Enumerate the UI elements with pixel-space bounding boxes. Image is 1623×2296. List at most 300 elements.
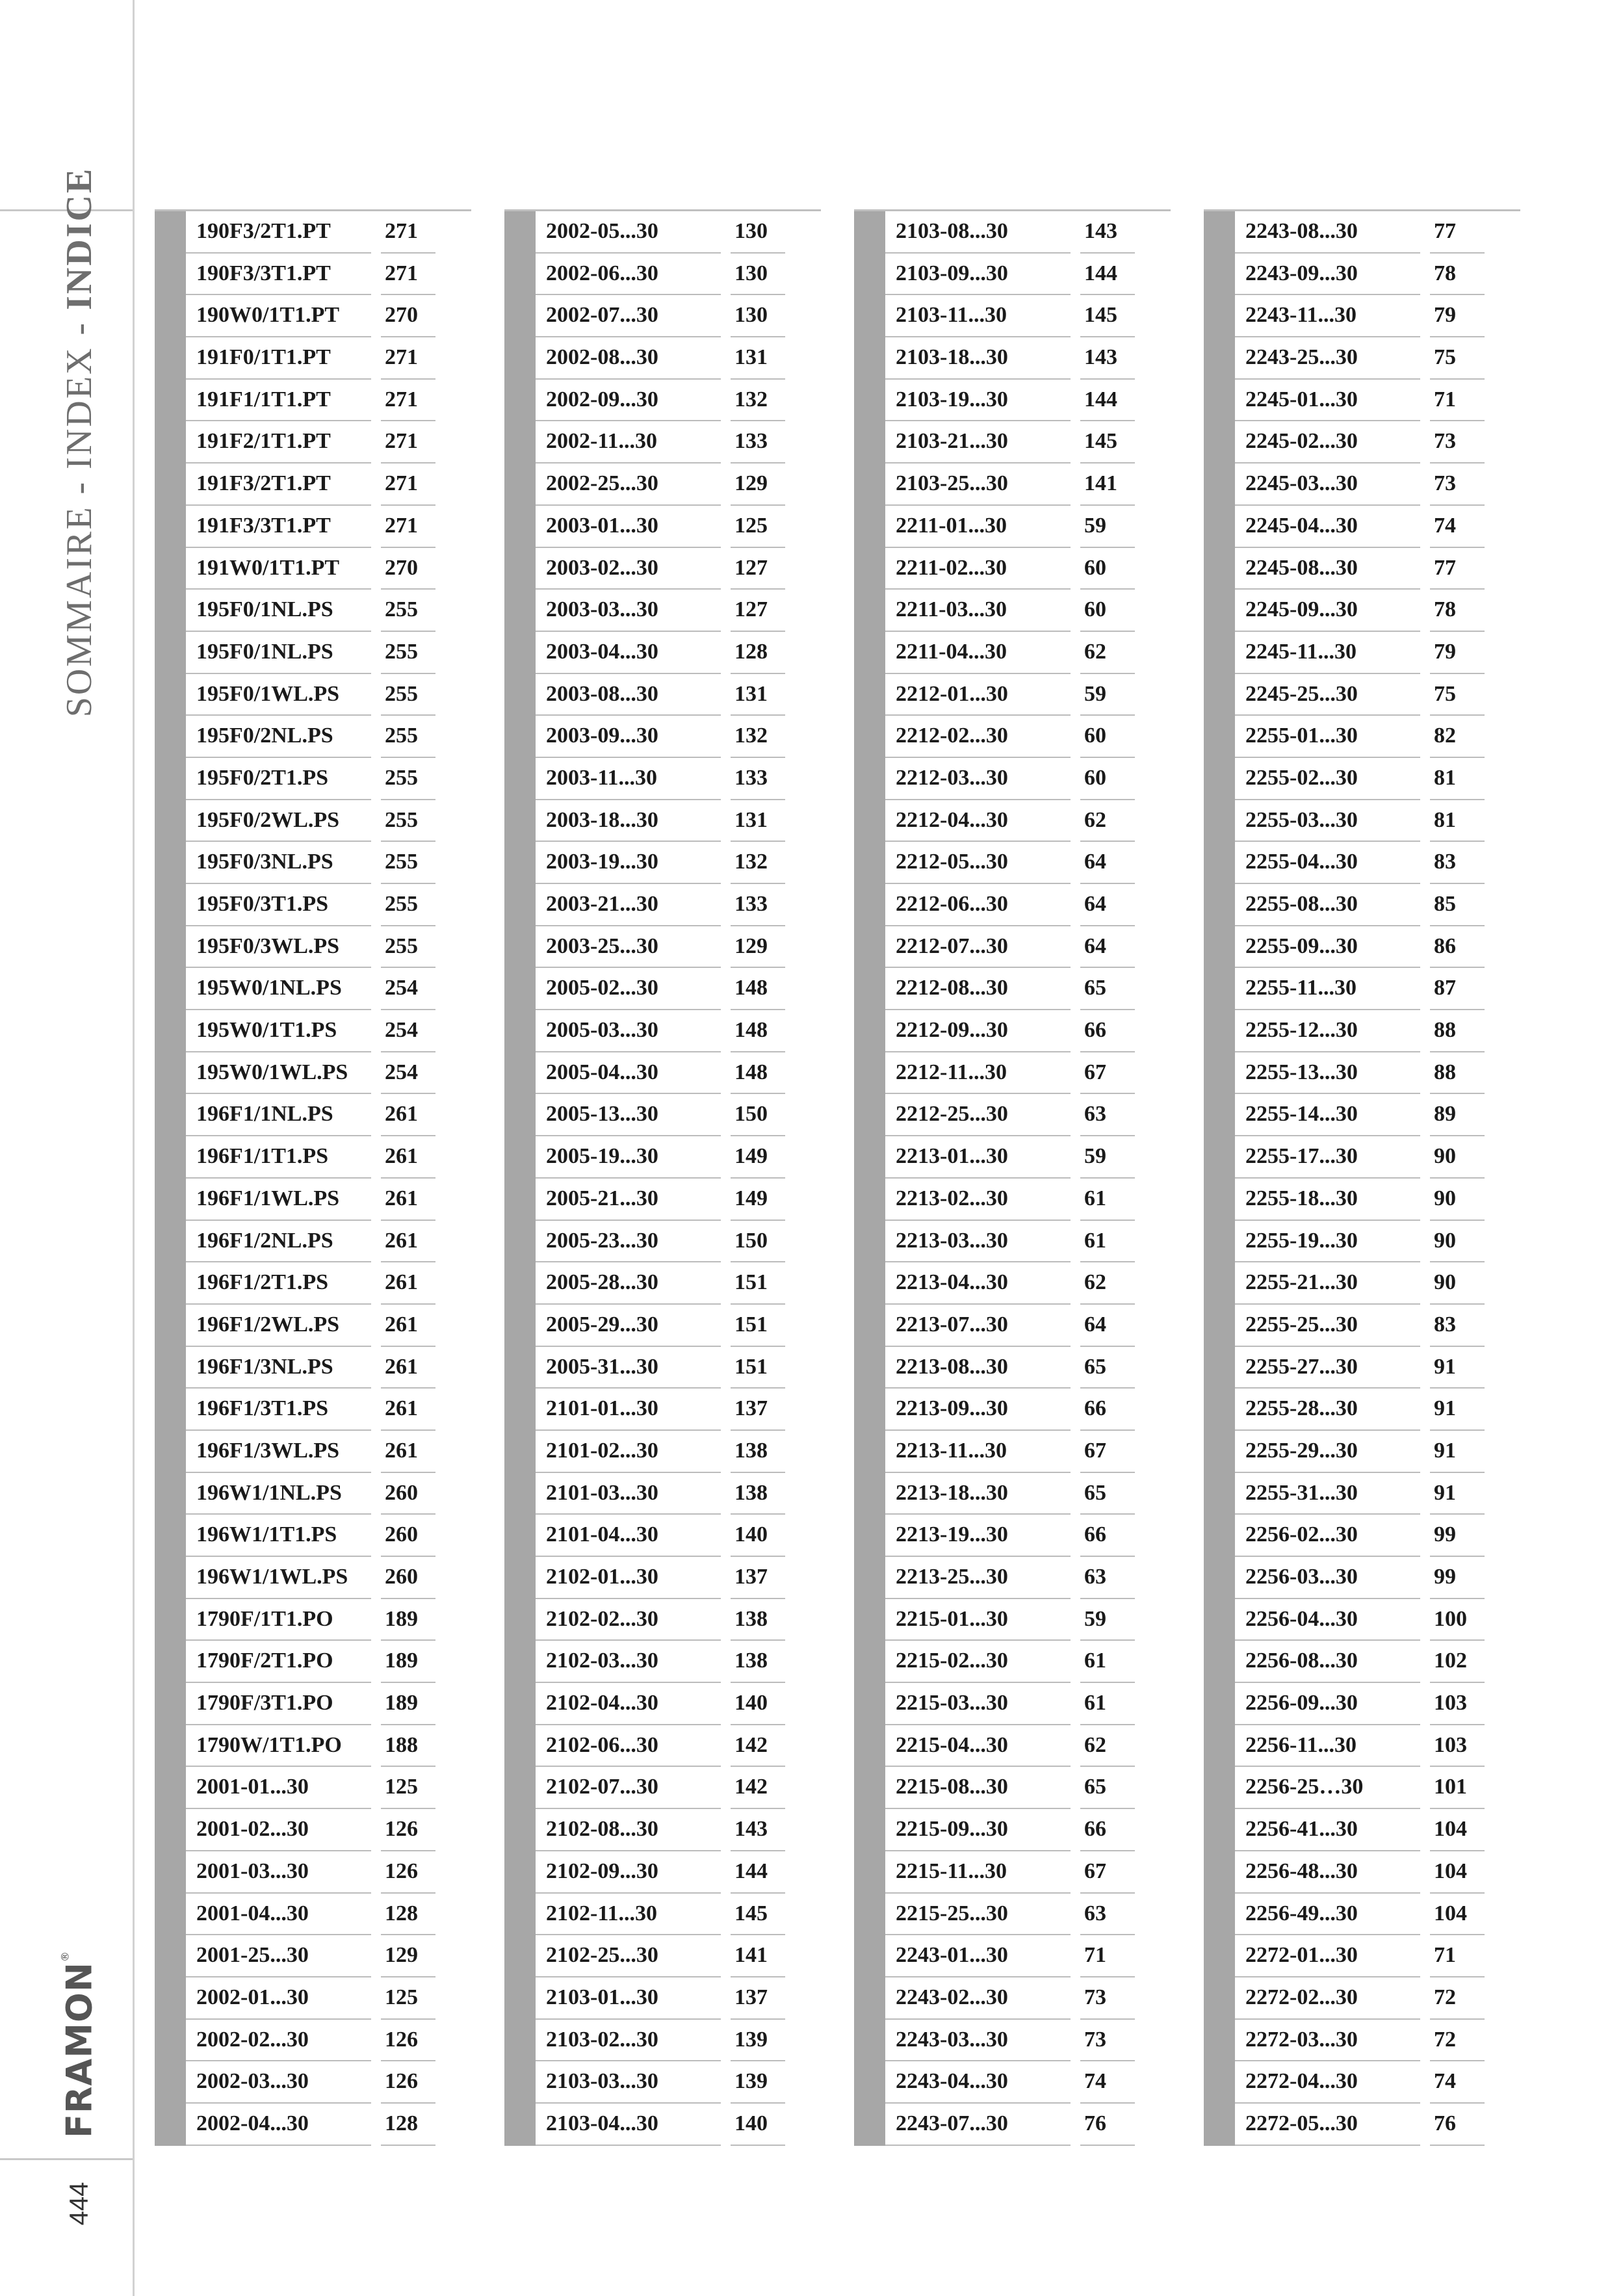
page-reference: 271 <box>381 337 435 380</box>
index-row <box>1204 421 1520 463</box>
index-row <box>854 254 1171 296</box>
row-gap <box>1071 506 1080 548</box>
row-gap <box>371 1221 381 1263</box>
row-marker-bar <box>1204 1010 1235 1052</box>
product-reference: 2243-09...30 <box>1235 254 1420 296</box>
row-marker-bar <box>1204 295 1235 337</box>
row-marker-bar <box>854 1347 885 1389</box>
row-gap <box>1420 1894 1430 1936</box>
row-gap <box>1420 884 1430 926</box>
page-reference: 145 <box>731 1894 785 1936</box>
row-gap <box>371 421 381 463</box>
row-marker-bar <box>155 254 186 296</box>
row-marker-bar <box>155 1221 186 1263</box>
row-gap <box>1071 800 1080 842</box>
row-marker-bar <box>1204 1094 1235 1136</box>
page-reference: 78 <box>1430 254 1485 296</box>
row-gap <box>721 506 731 548</box>
page-reference: 138 <box>731 1641 785 1683</box>
page-reference: 189 <box>381 1683 435 1725</box>
row-marker-bar <box>504 758 536 800</box>
index-row <box>155 1851 471 1894</box>
page-reference: 60 <box>1080 548 1135 590</box>
index-row <box>155 2104 471 2146</box>
row-gap <box>371 1515 381 1557</box>
row-gap <box>371 1389 381 1431</box>
page-reference: 139 <box>731 2020 785 2062</box>
page-reference: 60 <box>1080 758 1135 800</box>
row-gap <box>1420 463 1430 506</box>
page-reference: 144 <box>731 1851 785 1894</box>
index-row <box>155 1935 471 1977</box>
row-gap <box>721 1599 731 1641</box>
row-marker-bar <box>854 842 885 884</box>
product-reference: 190W0/1T1.PT <box>186 295 371 337</box>
row-marker-bar <box>1204 1262 1235 1305</box>
index-row <box>155 2020 471 2062</box>
index-row <box>854 1894 1171 1936</box>
product-reference: 2212-08...30 <box>885 968 1071 1010</box>
product-reference: 2003-11...30 <box>536 758 721 800</box>
index-row <box>155 295 471 337</box>
index-row <box>155 211 471 254</box>
page-reference: 255 <box>381 632 435 674</box>
index-row <box>504 590 821 632</box>
row-marker-bar <box>504 1052 536 1095</box>
product-reference: 2272-02...30 <box>1235 1977 1420 2020</box>
product-reference: 196F1/1NL.PS <box>186 1094 371 1136</box>
row-gap <box>721 1179 731 1221</box>
page-reference: 261 <box>381 1094 435 1136</box>
product-reference: 2212-03...30 <box>885 758 1071 800</box>
row-marker-bar <box>1204 211 1235 254</box>
index-row <box>1204 1305 1520 1347</box>
index-row <box>504 1052 821 1095</box>
row-gap <box>1071 1557 1080 1599</box>
row-marker-bar <box>504 211 536 254</box>
index-row <box>854 926 1171 969</box>
row-gap <box>371 590 381 632</box>
product-reference: 191F3/3T1.PT <box>186 506 371 548</box>
index-row <box>155 674 471 716</box>
product-reference: 2243-25...30 <box>1235 337 1420 380</box>
page-reference: 74 <box>1080 2061 1135 2104</box>
row-gap <box>1420 1221 1430 1263</box>
page-reference: 140 <box>731 1515 785 1557</box>
row-marker-bar <box>854 2061 885 2104</box>
product-reference: 1790W/1T1.PO <box>186 1725 371 1768</box>
row-marker-bar <box>1204 1515 1235 1557</box>
page-reference: 270 <box>381 295 435 337</box>
row-gap <box>1071 884 1080 926</box>
index-row <box>854 1809 1171 1851</box>
product-reference: 2245-09...30 <box>1235 590 1420 632</box>
page-reference: 271 <box>381 421 435 463</box>
page-reference: 151 <box>731 1347 785 1389</box>
product-reference: 2256-03...30 <box>1235 1557 1420 1599</box>
row-gap <box>371 884 381 926</box>
row-marker-bar <box>1204 674 1235 716</box>
row-gap <box>371 1725 381 1768</box>
row-marker-bar <box>1204 842 1235 884</box>
row-gap <box>1071 968 1080 1010</box>
row-marker-bar <box>854 295 885 337</box>
product-reference: 2255-19...30 <box>1235 1221 1420 1263</box>
page-reference: 87 <box>1430 968 1485 1010</box>
page-reference: 261 <box>381 1136 435 1179</box>
row-gap <box>1420 548 1430 590</box>
row-marker-bar <box>504 632 536 674</box>
product-reference: 2245-02...30 <box>1235 421 1420 463</box>
index-row <box>1204 1094 1520 1136</box>
brand-name: FRAMON <box>58 1961 100 2139</box>
product-reference: 2103-18...30 <box>885 337 1071 380</box>
page-reference: 128 <box>381 1894 435 1936</box>
row-gap <box>1071 1515 1080 1557</box>
index-row <box>1204 1052 1520 1095</box>
index-row <box>854 1515 1171 1557</box>
product-reference: 2102-07...30 <box>536 1767 721 1809</box>
product-reference: 2212-07...30 <box>885 926 1071 969</box>
row-marker-bar <box>155 1725 186 1768</box>
row-marker-bar <box>1204 1599 1235 1641</box>
row-marker-bar <box>504 1221 536 1263</box>
row-gap <box>721 380 731 422</box>
page-reference: 149 <box>731 1136 785 1179</box>
product-reference: 2255-14...30 <box>1235 1094 1420 1136</box>
page-reference: 76 <box>1430 2104 1485 2146</box>
row-gap <box>1420 800 1430 842</box>
page-reference: 66 <box>1080 1389 1135 1431</box>
index-row <box>504 674 821 716</box>
product-reference: 2001-25...30 <box>186 1935 371 1977</box>
product-reference: 2001-03...30 <box>186 1851 371 1894</box>
product-reference: 195F0/1NL.PS <box>186 590 371 632</box>
page-reference: 90 <box>1430 1262 1485 1305</box>
page-reference: 261 <box>381 1389 435 1431</box>
page-reference: 150 <box>731 1094 785 1136</box>
product-reference: 195F0/3T1.PS <box>186 884 371 926</box>
page-reference: 61 <box>1080 1179 1135 1221</box>
index-row <box>155 1136 471 1179</box>
row-marker-bar <box>155 1935 186 1977</box>
product-reference: 2255-31...30 <box>1235 1473 1420 1515</box>
product-reference: 2255-01...30 <box>1235 716 1420 758</box>
product-reference: 2212-01...30 <box>885 674 1071 716</box>
index-row <box>155 842 471 884</box>
page-reference: 88 <box>1430 1010 1485 1052</box>
product-reference: 2255-03...30 <box>1235 800 1420 842</box>
index-row <box>1204 1389 1520 1431</box>
page-reference: 66 <box>1080 1515 1135 1557</box>
page-reference: 62 <box>1080 1725 1135 1768</box>
page-reference: 131 <box>731 674 785 716</box>
row-marker-bar <box>854 337 885 380</box>
page-reference: 62 <box>1080 632 1135 674</box>
row-gap <box>721 421 731 463</box>
product-reference: 2255-29...30 <box>1235 1431 1420 1473</box>
page-reference: 145 <box>1080 421 1135 463</box>
row-marker-bar <box>1204 1851 1235 1894</box>
product-reference: 195F0/3NL.PS <box>186 842 371 884</box>
product-reference: 2002-03...30 <box>186 2061 371 2104</box>
row-gap <box>721 800 731 842</box>
page-reference: 137 <box>731 1977 785 2020</box>
index-row <box>854 548 1171 590</box>
row-marker-bar <box>504 1347 536 1389</box>
row-marker-bar <box>854 1136 885 1179</box>
row-gap <box>1420 842 1430 884</box>
product-reference: 196W1/1NL.PS <box>186 1473 371 1515</box>
product-reference: 2255-27...30 <box>1235 1347 1420 1389</box>
index-row <box>504 421 821 463</box>
row-gap <box>371 1347 381 1389</box>
row-gap <box>721 1389 731 1431</box>
page-reference: 127 <box>731 548 785 590</box>
product-reference: 2003-03...30 <box>536 590 721 632</box>
row-gap <box>371 506 381 548</box>
row-marker-bar <box>854 1052 885 1095</box>
product-reference: 2256-04...30 <box>1235 1599 1420 1641</box>
page-reference: 151 <box>731 1305 785 1347</box>
page-reference: 77 <box>1430 211 1485 254</box>
row-gap <box>1071 1262 1080 1305</box>
page-reference: 133 <box>731 758 785 800</box>
row-marker-bar <box>854 884 885 926</box>
row-gap <box>721 1473 731 1515</box>
product-reference: 2211-02...30 <box>885 548 1071 590</box>
row-gap <box>1071 463 1080 506</box>
sidebar-bottom-rule <box>0 2158 133 2160</box>
index-row <box>155 1641 471 1683</box>
row-gap <box>371 2020 381 2062</box>
index-row <box>155 1683 471 1725</box>
page-reference: 138 <box>731 1473 785 1515</box>
page-reference: 72 <box>1430 2020 1485 2062</box>
row-gap <box>1420 1347 1430 1389</box>
row-marker-bar <box>854 1094 885 1136</box>
page-reference: 141 <box>731 1935 785 1977</box>
index-row <box>155 1809 471 1851</box>
index-row <box>1204 1136 1520 1179</box>
row-gap <box>1071 842 1080 884</box>
framon-logo <box>59 1951 100 2138</box>
row-marker-bar <box>504 1431 536 1473</box>
index-row <box>155 254 471 296</box>
row-marker-bar <box>155 1767 186 1809</box>
product-reference: 2001-01...30 <box>186 1767 371 1809</box>
page-reference: 78 <box>1430 590 1485 632</box>
index-row <box>854 842 1171 884</box>
page-reference: 148 <box>731 1010 785 1052</box>
page-reference: 85 <box>1430 884 1485 926</box>
row-marker-bar <box>854 421 885 463</box>
product-reference: 2255-12...30 <box>1235 1010 1420 1052</box>
product-reference: 2212-05...30 <box>885 842 1071 884</box>
index-row <box>854 1641 1171 1683</box>
index-row <box>504 1599 821 1641</box>
page-reference: 74 <box>1430 2061 1485 2104</box>
index-row <box>854 674 1171 716</box>
row-marker-bar <box>1204 1557 1235 1599</box>
row-marker-bar <box>504 2020 536 2062</box>
index-row <box>155 1389 471 1431</box>
index-column-2 <box>504 209 821 2146</box>
product-reference: 2215-03...30 <box>885 1683 1071 1725</box>
page-reference: 66 <box>1080 1010 1135 1052</box>
page-reference: 255 <box>381 884 435 926</box>
index-row <box>1204 1977 1520 2020</box>
index-row <box>504 295 821 337</box>
row-marker-bar <box>854 506 885 548</box>
row-gap <box>721 716 731 758</box>
index-row <box>1204 1894 1520 1936</box>
row-gap <box>721 463 731 506</box>
page-reference: 142 <box>731 1725 785 1768</box>
row-gap <box>371 1683 381 1725</box>
index-row <box>504 1136 821 1179</box>
row-marker-bar <box>1204 1136 1235 1179</box>
row-gap <box>721 1557 731 1599</box>
product-reference: 2003-04...30 <box>536 632 721 674</box>
row-gap <box>371 842 381 884</box>
index-row <box>1204 463 1520 506</box>
row-marker-bar <box>854 1389 885 1431</box>
index-row <box>504 380 821 422</box>
row-gap <box>371 632 381 674</box>
product-reference: 2255-02...30 <box>1235 758 1420 800</box>
product-reference: 2003-18...30 <box>536 800 721 842</box>
product-reference: 195W0/1T1.PS <box>186 1010 371 1052</box>
page-reference: 77 <box>1430 548 1485 590</box>
row-marker-bar <box>155 506 186 548</box>
page-reference: 140 <box>731 2104 785 2146</box>
index-row <box>504 2061 821 2104</box>
row-marker-bar <box>155 1094 186 1136</box>
row-gap <box>1420 1851 1430 1894</box>
page-reference: 63 <box>1080 1094 1135 1136</box>
product-reference: 2255-25...30 <box>1235 1305 1420 1347</box>
row-gap <box>1420 632 1430 674</box>
registered-mark: ® <box>58 1950 71 1962</box>
page-reference: 132 <box>731 380 785 422</box>
row-marker-bar <box>504 254 536 296</box>
row-gap <box>371 674 381 716</box>
row-marker-bar <box>504 800 536 842</box>
row-marker-bar <box>854 1179 885 1221</box>
page-reference: 141 <box>1080 463 1135 506</box>
row-marker-bar <box>1204 2104 1235 2146</box>
page-reference: 81 <box>1430 800 1485 842</box>
product-reference: 2103-11...30 <box>885 295 1071 337</box>
row-gap <box>371 337 381 380</box>
row-gap <box>1071 2104 1080 2146</box>
page-reference: 254 <box>381 1010 435 1052</box>
row-gap <box>371 800 381 842</box>
product-reference: 2102-11...30 <box>536 1894 721 1936</box>
index-column-3 <box>854 209 1171 2146</box>
row-marker-bar <box>1204 632 1235 674</box>
product-reference: 196F1/3T1.PS <box>186 1389 371 1431</box>
product-reference: 2256-02...30 <box>1235 1515 1420 1557</box>
index-row <box>504 1431 821 1473</box>
page-reference: 66 <box>1080 1809 1135 1851</box>
product-reference: 2003-02...30 <box>536 548 721 590</box>
product-reference: 2245-04...30 <box>1235 506 1420 548</box>
page-reference: 62 <box>1080 1262 1135 1305</box>
page-reference: 73 <box>1430 421 1485 463</box>
row-marker-bar <box>1204 1683 1235 1725</box>
page-reference: 144 <box>1080 380 1135 422</box>
product-reference: 2245-25...30 <box>1235 674 1420 716</box>
row-gap <box>371 2061 381 2104</box>
product-reference: 2213-04...30 <box>885 1262 1071 1305</box>
index-row <box>504 1515 821 1557</box>
row-marker-bar <box>1204 1431 1235 1473</box>
row-marker-bar <box>504 1010 536 1052</box>
product-reference: 2243-02...30 <box>885 1977 1071 2020</box>
page-reference: 148 <box>731 1052 785 1095</box>
index-row <box>1204 337 1520 380</box>
product-reference: 2005-13...30 <box>536 1094 721 1136</box>
row-gap <box>721 1221 731 1263</box>
row-gap <box>1071 1010 1080 1052</box>
row-gap <box>721 1347 731 1389</box>
row-marker-bar <box>504 1262 536 1305</box>
product-reference: 2103-19...30 <box>885 380 1071 422</box>
index-row <box>155 548 471 590</box>
index-row <box>155 1894 471 1936</box>
page-reference: 138 <box>731 1599 785 1641</box>
row-marker-bar <box>155 758 186 800</box>
index-row <box>504 1935 821 1977</box>
product-reference: 2213-03...30 <box>885 1221 1071 1263</box>
index-row <box>504 1305 821 1347</box>
row-marker-bar <box>155 337 186 380</box>
product-reference: 2245-08...30 <box>1235 548 1420 590</box>
product-reference: 2215-01...30 <box>885 1599 1071 1641</box>
product-reference: 2005-02...30 <box>536 968 721 1010</box>
row-gap <box>1420 1725 1430 1768</box>
product-reference: 2211-01...30 <box>885 506 1071 548</box>
row-gap <box>721 548 731 590</box>
row-gap <box>1420 1641 1430 1683</box>
index-row <box>504 1473 821 1515</box>
row-gap <box>1420 674 1430 716</box>
row-gap <box>1071 1809 1080 1851</box>
index-row <box>155 1515 471 1557</box>
page-reference: 61 <box>1080 1641 1135 1683</box>
product-reference: 2255-21...30 <box>1235 1262 1420 1305</box>
product-reference: 2255-18...30 <box>1235 1179 1420 1221</box>
row-marker-bar <box>155 1052 186 1095</box>
page-reference: 255 <box>381 800 435 842</box>
product-reference: 2213-01...30 <box>885 1136 1071 1179</box>
row-gap <box>1071 1431 1080 1473</box>
index-row <box>504 926 821 969</box>
row-marker-bar <box>155 1262 186 1305</box>
row-gap <box>1071 1389 1080 1431</box>
product-reference: 2101-03...30 <box>536 1473 721 1515</box>
product-reference: 2215-04...30 <box>885 1725 1071 1768</box>
index-row <box>155 1473 471 1515</box>
index-row <box>1204 2020 1520 2062</box>
page-reference: 271 <box>381 211 435 254</box>
row-gap <box>1420 1515 1430 1557</box>
product-reference: 2005-19...30 <box>536 1136 721 1179</box>
product-reference: 2103-21...30 <box>885 421 1071 463</box>
page-reference: 140 <box>731 1683 785 1725</box>
